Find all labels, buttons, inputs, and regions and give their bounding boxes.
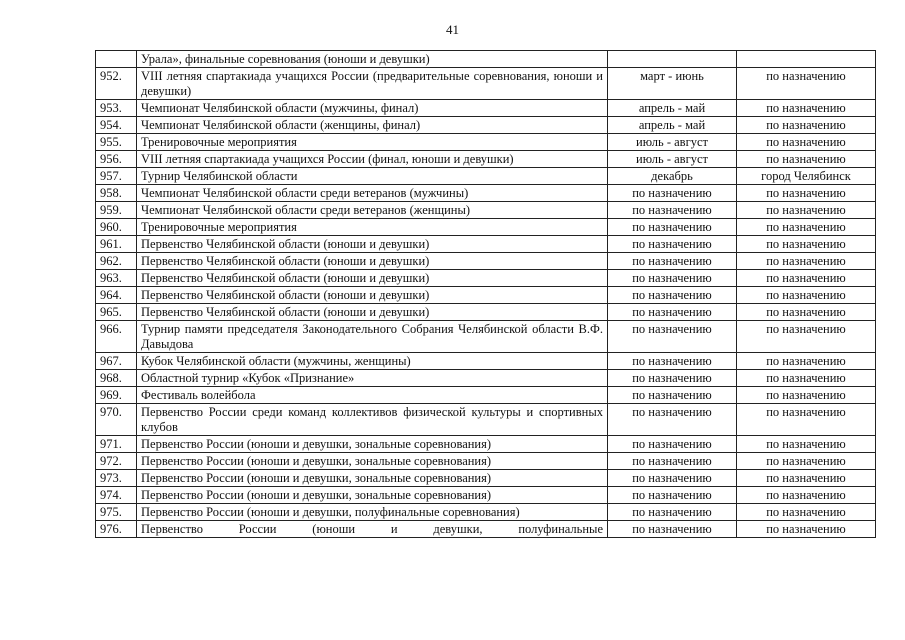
- event-name: Областной турнир «Кубок «Признание»: [137, 370, 608, 387]
- event-place: по назначению: [737, 470, 876, 487]
- event-dates: по назначению: [608, 321, 737, 353]
- table-row: [96, 68, 876, 100]
- row-number: 969.: [96, 387, 137, 404]
- event-dates: по назначению: [608, 270, 737, 287]
- event-name: VIII летняя спартакиада учащихся России (предварительные соревнования, юноши и девушки): [137, 68, 608, 100]
- event-place: по назначению: [737, 151, 876, 168]
- row-number: 953.: [96, 100, 137, 117]
- row-number: 959.: [96, 202, 137, 219]
- table-row: [96, 219, 876, 236]
- table-row: [96, 404, 876, 436]
- event-place: по назначению: [737, 202, 876, 219]
- event-name: Первенство России (юноши и девушки, полуфинальные соревнования): [137, 504, 608, 521]
- event-name: Урала», финальные соревнования (юноши и девушки): [137, 51, 608, 68]
- event-name: Первенство России (юноши и девушки, зональные соревнования): [137, 470, 608, 487]
- event-dates: по назначению: [608, 353, 737, 370]
- event-name: Чемпионат Челябинской области среди ветеранов (мужчины): [137, 185, 608, 202]
- table-row: [96, 270, 876, 287]
- table-row: [96, 436, 876, 453]
- row-number: 967.: [96, 353, 137, 370]
- table-row: [96, 453, 876, 470]
- event-name: Первенство России (юноши и девушки, зональные соревнования): [137, 453, 608, 470]
- row-number: 970.: [96, 404, 137, 436]
- event-name: Первенство Челябинской области (юноши и девушки): [137, 270, 608, 287]
- table-row: [96, 387, 876, 404]
- table-row: [96, 51, 876, 68]
- event-place: по назначению: [737, 304, 876, 321]
- event-dates: декабрь: [608, 168, 737, 185]
- event-place: по назначению: [737, 521, 876, 538]
- event-place: по назначению: [737, 453, 876, 470]
- row-number: 974.: [96, 487, 137, 504]
- row-number: 957.: [96, 168, 137, 185]
- table-row: [96, 151, 876, 168]
- event-name: Первенство Челябинской области (юноши и девушки): [137, 304, 608, 321]
- event-name: Кубок Челябинской области (мужчины, женщины): [137, 353, 608, 370]
- event-name: Первенство Челябинской области (юноши и девушки): [137, 287, 608, 304]
- row-number: 976.: [96, 521, 137, 538]
- event-place: по назначению: [737, 353, 876, 370]
- event-name: Первенство России среди команд коллективов физической культуры и спортивных клубов: [137, 404, 608, 436]
- event-place: по назначению: [737, 270, 876, 287]
- row-number: [96, 51, 137, 68]
- event-place: по назначению: [737, 387, 876, 404]
- table-row: [96, 202, 876, 219]
- event-dates: по назначению: [608, 253, 737, 270]
- row-number: 965.: [96, 304, 137, 321]
- event-name: Чемпионат Челябинской области (мужчины, финал): [137, 100, 608, 117]
- event-name: Фестиваль волейбола: [137, 387, 608, 404]
- event-place: по назначению: [737, 404, 876, 436]
- event-place: [737, 51, 876, 68]
- event-place: по назначению: [737, 219, 876, 236]
- event-place: по назначению: [737, 287, 876, 304]
- row-number: 968.: [96, 370, 137, 387]
- event-dates: по назначению: [608, 304, 737, 321]
- event-dates: по назначению: [608, 521, 737, 538]
- table-row: [96, 100, 876, 117]
- event-name: Тренировочные мероприятия: [137, 134, 608, 151]
- table-row: [96, 370, 876, 387]
- row-number: 961.: [96, 236, 137, 253]
- row-number: 972.: [96, 453, 137, 470]
- event-name: Чемпионат Челябинской области среди ветеранов (женщины): [137, 202, 608, 219]
- event-place: по назначению: [737, 100, 876, 117]
- table-row: [96, 287, 876, 304]
- event-dates: по назначению: [608, 504, 737, 521]
- event-dates: по назначению: [608, 287, 737, 304]
- event-dates: [608, 51, 737, 68]
- event-dates: по назначению: [608, 202, 737, 219]
- event-place: по назначению: [737, 370, 876, 387]
- table-row: [96, 521, 876, 538]
- row-number: 955.: [96, 134, 137, 151]
- table-row: [96, 487, 876, 504]
- table-row: [96, 236, 876, 253]
- events-table-body: [96, 51, 876, 538]
- row-number: 971.: [96, 436, 137, 453]
- table-row: [96, 353, 876, 370]
- event-place: по назначению: [737, 487, 876, 504]
- event-name: Турнир памяти председателя Законодательного Собрания Челябинской области В.Ф. Давыдова: [137, 321, 608, 353]
- event-dates: март - июнь: [608, 68, 737, 100]
- table-row: [96, 470, 876, 487]
- event-name: Первенство России (юноши и девушки, полуфинальные: [137, 521, 608, 538]
- event-name: Первенство Челябинской области (юноши и девушки): [137, 253, 608, 270]
- event-name: Первенство Челябинской области (юноши и девушки): [137, 236, 608, 253]
- row-number: 954.: [96, 117, 137, 134]
- event-dates: по назначению: [608, 453, 737, 470]
- event-place: по назначению: [737, 321, 876, 353]
- event-dates: апрель - май: [608, 117, 737, 134]
- event-place: по назначению: [737, 68, 876, 100]
- row-number: 973.: [96, 470, 137, 487]
- event-place: по назначению: [737, 185, 876, 202]
- table-row: [96, 321, 876, 353]
- event-dates: по назначению: [608, 436, 737, 453]
- row-number: 966.: [96, 321, 137, 353]
- event-dates: июль - август: [608, 134, 737, 151]
- event-place: по назначению: [737, 504, 876, 521]
- table-row: [96, 253, 876, 270]
- event-dates: по назначению: [608, 404, 737, 436]
- table-row: [96, 117, 876, 134]
- event-dates: апрель - май: [608, 100, 737, 117]
- row-number: 960.: [96, 219, 137, 236]
- event-place: по назначению: [737, 436, 876, 453]
- row-number: 963.: [96, 270, 137, 287]
- row-number: 962.: [96, 253, 137, 270]
- event-name: Первенство России (юноши и девушки, зональные соревнования): [137, 487, 608, 504]
- event-name: Чемпионат Челябинской области (женщины, финал): [137, 117, 608, 134]
- table-row: [96, 168, 876, 185]
- event-name: Турнир Челябинской области: [137, 168, 608, 185]
- event-place: по назначению: [737, 134, 876, 151]
- event-dates: по назначению: [608, 219, 737, 236]
- row-number: 952.: [96, 68, 137, 100]
- row-number: 975.: [96, 504, 137, 521]
- event-name: Тренировочные мероприятия: [137, 219, 608, 236]
- events-table: [95, 50, 876, 538]
- event-dates: июль - август: [608, 151, 737, 168]
- event-dates: по назначению: [608, 370, 737, 387]
- row-number: 964.: [96, 287, 137, 304]
- table-row: [96, 134, 876, 151]
- event-place: по назначению: [737, 117, 876, 134]
- event-dates: по назначению: [608, 487, 737, 504]
- row-number: 958.: [96, 185, 137, 202]
- event-name: VIII летняя спартакиада учащихся России (финал, юноши и девушки): [137, 151, 608, 168]
- event-dates: по назначению: [608, 387, 737, 404]
- table-row: [96, 304, 876, 321]
- table-row: [96, 185, 876, 202]
- row-number: 956.: [96, 151, 137, 168]
- page-number: 41: [446, 22, 459, 37]
- event-place: по назначению: [737, 236, 876, 253]
- event-dates: по назначению: [608, 470, 737, 487]
- table-row: [96, 504, 876, 521]
- event-place: город Челябинск: [737, 168, 876, 185]
- event-name: Первенство России (юноши и девушки, зональные соревнования): [137, 436, 608, 453]
- event-place: по назначению: [737, 253, 876, 270]
- event-dates: по назначению: [608, 185, 737, 202]
- event-dates: по назначению: [608, 236, 737, 253]
